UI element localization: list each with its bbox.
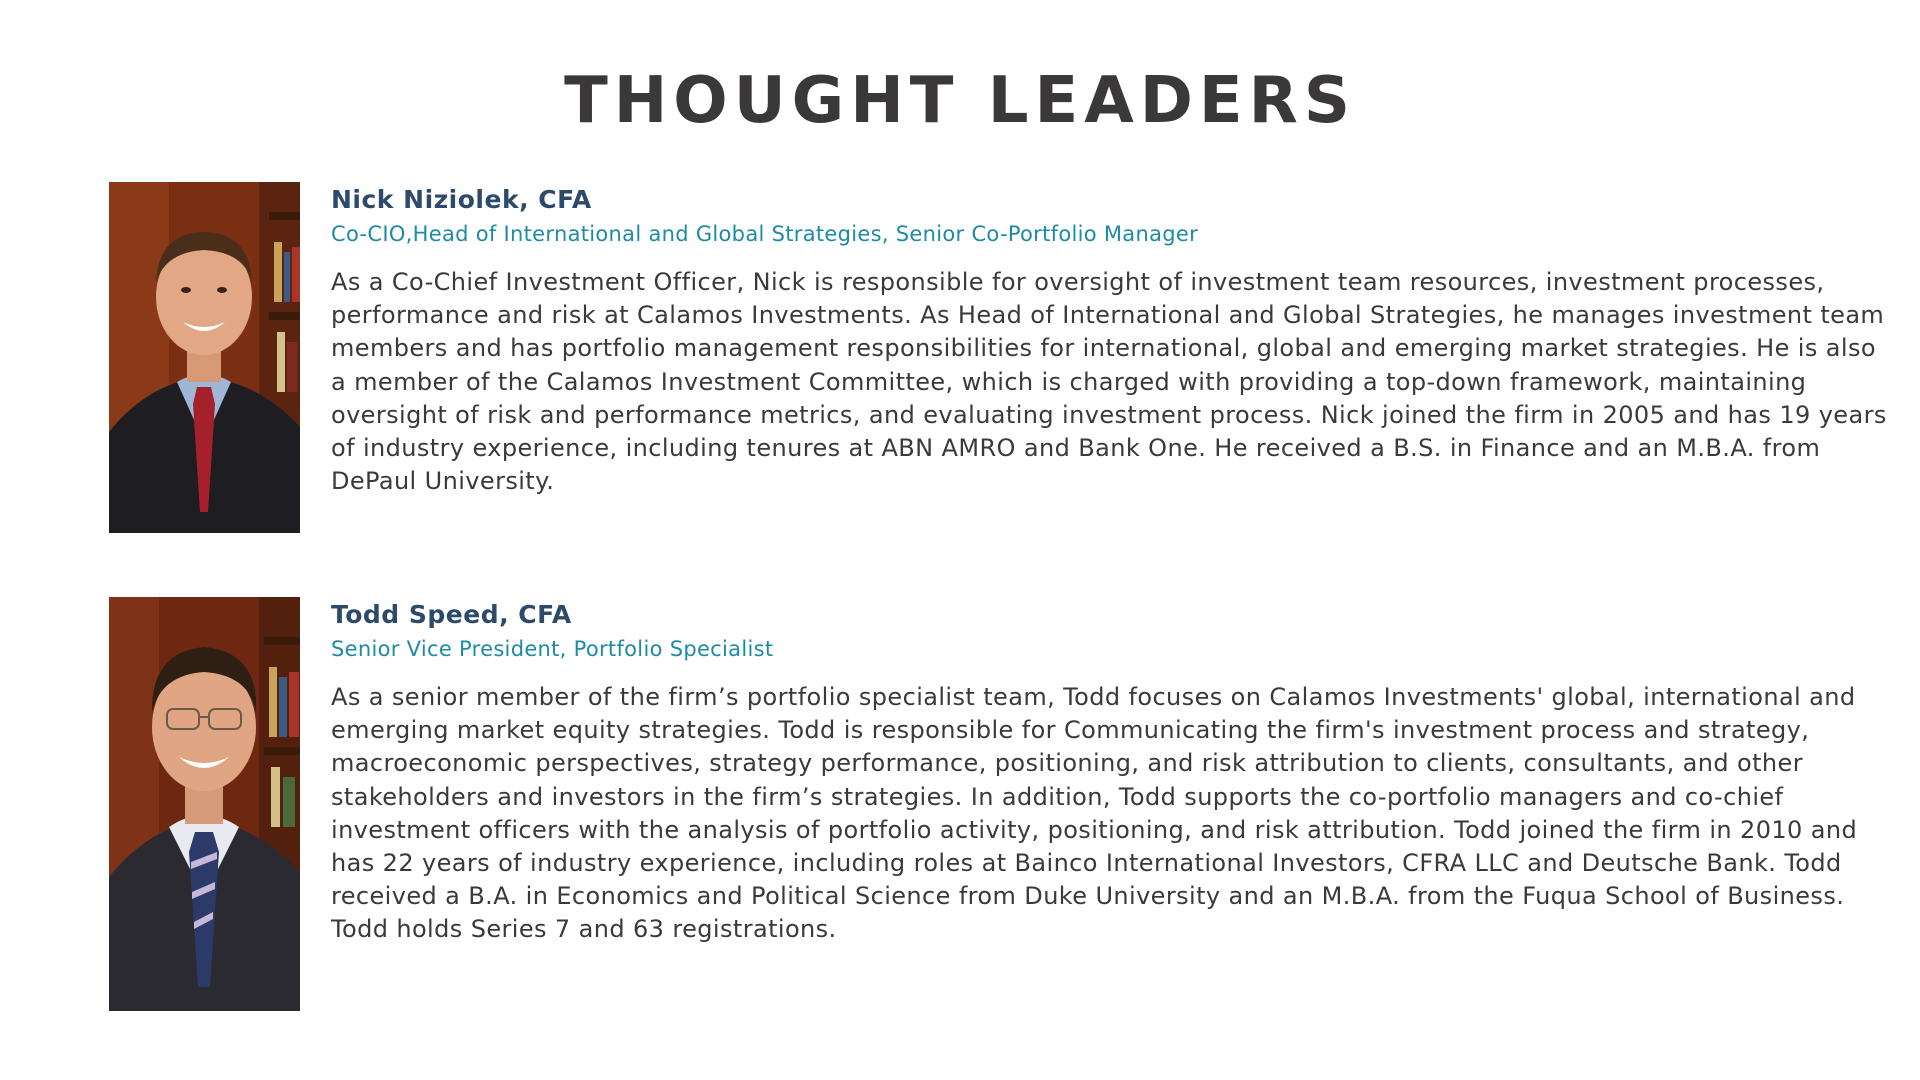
leader-info	[331, 597, 1920, 947]
leader-name: Todd Speed, CFA	[331, 600, 572, 629]
leader-info	[331, 182, 1920, 498]
headshot-photo	[109, 182, 300, 533]
leader-bio: As a senior member of the firm’s portfolio specialist team, Todd focuses on Calamos Investments' global, international and emerging market equity strategies. Todd is responsible for Communicating the firm's investment process and strategy, macroeconomic perspectives, strategy performance, positioning, and risk attribution to clients, consultants, and other stakeholders and investors in the firm’s strategies. In addition, Todd supports the co-portfolio managers and co-chief investment officers with the analysis of portfolio activity, positioning, and risk attribution. Todd joined the firm in 2010 and has 22 years of industry experience, including roles at Bainco International Investors, CFRA LLC and Deutsche Bank. Todd received a B.A. in Economics and Political Science from Duke University and an M.B.A. from the Fuqua School of Business. Todd holds Series 7 and 63 registrations.	[331, 683, 1858, 944]
page-title: THOUGHT LEADERS	[564, 64, 1356, 138]
leader-bio: As a Co-Chief Investment Officer, Nick is responsible for oversight of investment team resources, investment processes, performance and risk at Calamos Investments. As Head of International and Global Strategies, he manages investment team members and has portfolio management responsibilities for international, global and emerging market strategies. He is also a member of the Calamos Investment Committee, which is charged with providing a top-down framework, maintaining oversight of risk and performance metrics, and evaluating investment process. Nick joined the firm in 2005 and has 19 years of industry experience, including tenures at ABN AMRO and Bank One. He received a B.S. in Finance and an M.B.A. from DePaul University.	[331, 268, 1887, 496]
leader-name: Nick Niziolek, CFA	[331, 185, 592, 214]
leader-role: Co-CIO,Head of International and Global Strategies, Senior Co-Portfolio Manager	[331, 222, 1199, 246]
leader-role: Senior Vice President, Portfolio Specialist	[331, 637, 774, 661]
headshot-photo	[109, 597, 300, 1011]
